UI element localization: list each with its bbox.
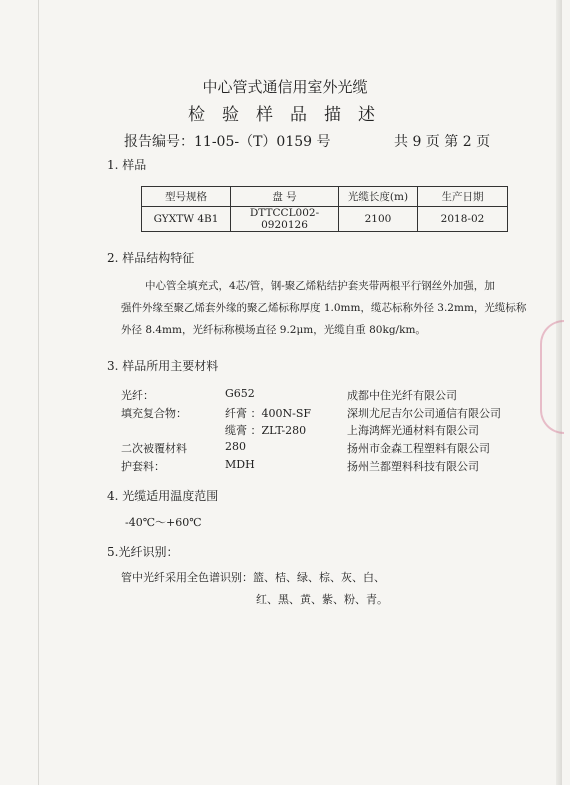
document-title: 中心管式通信用室外光缆: [202, 78, 368, 96]
structure-line: 外径 8.4mm，光纤标称模场直径 9.2μm，光缆自重 80kg/km。: [121, 324, 426, 336]
document-subtitle: 检验样品描述: [188, 105, 392, 125]
table-cell: DTTCCL002-0920126: [231, 207, 339, 232]
section-heading-sample: 1. 样品: [107, 158, 147, 172]
table-header-cell: 光缆长度(m): [339, 187, 418, 207]
material-supplier: 扬州兰都塑料科技有限公司: [347, 460, 479, 473]
table-header-cell: 生产日期: [418, 187, 508, 207]
section-heading-structure: 2. 样品结构特征: [107, 251, 195, 265]
table-cell: 2100: [339, 207, 418, 232]
table-cell: GYXTW 4B1: [142, 207, 231, 232]
material-value: 纤膏 ：400N-SF: [225, 407, 312, 420]
fiber-color-line: 管中光纤采用全色谱识别：篮、桔、绿、棕、灰、白、: [121, 571, 385, 584]
material-label: 填充复合物：: [121, 407, 187, 420]
section-heading-materials: 3. 样品所用主要材料: [107, 359, 219, 373]
structure-line: 强件外缘至聚乙烯套外缘的聚乙烯标称厚度 1.0mm，缆芯标称外径 3.2mm，光缆标称: [121, 302, 527, 314]
material-value: 280: [225, 440, 246, 453]
table-header-cell: 型号规格: [142, 187, 231, 207]
material-supplier: 扬州市金森工程塑料有限公司: [347, 442, 490, 455]
material-value: 缆膏 ：ZLT-280: [225, 424, 307, 437]
material-label: 二次被覆材料: [121, 442, 187, 455]
material-value: MDH: [225, 458, 255, 471]
material-label: 护套料：: [121, 460, 165, 473]
material-supplier: 深圳尤尼吉尔公司通信有限公司: [347, 407, 501, 420]
sample-table: [141, 186, 508, 232]
seal-stamp: [540, 320, 564, 434]
table-row: [142, 207, 508, 232]
structure-line: 中心管全填充式，4芯/管，钢-聚乙烯粘结护套夹带两根平行钢丝外加强，加: [145, 280, 495, 292]
material-supplier: 上海鸿辉光通材料有限公司: [347, 424, 479, 437]
page-info: 共 9 页 第 2 页: [394, 134, 491, 150]
table-header-cell: 盘 号: [231, 187, 339, 207]
material-supplier: 成都中住光纤有限公司: [347, 389, 457, 402]
material-label: 光纤：: [121, 389, 154, 402]
temperature-range: -40℃～+60℃: [125, 516, 202, 529]
table-cell: 2018-02: [418, 207, 508, 232]
material-value: G652: [225, 387, 255, 400]
table-header-row: [142, 187, 508, 207]
report-number: 报告编号：11-05-（T）0159 号: [124, 134, 331, 150]
section-heading-fiber-id: 5.光纤识别：: [107, 545, 179, 559]
section-heading-temperature: 4. 光缆适用温度范围: [107, 489, 219, 503]
fiber-color-line: 红、黑、黄、紫、粉、青。: [256, 593, 388, 606]
